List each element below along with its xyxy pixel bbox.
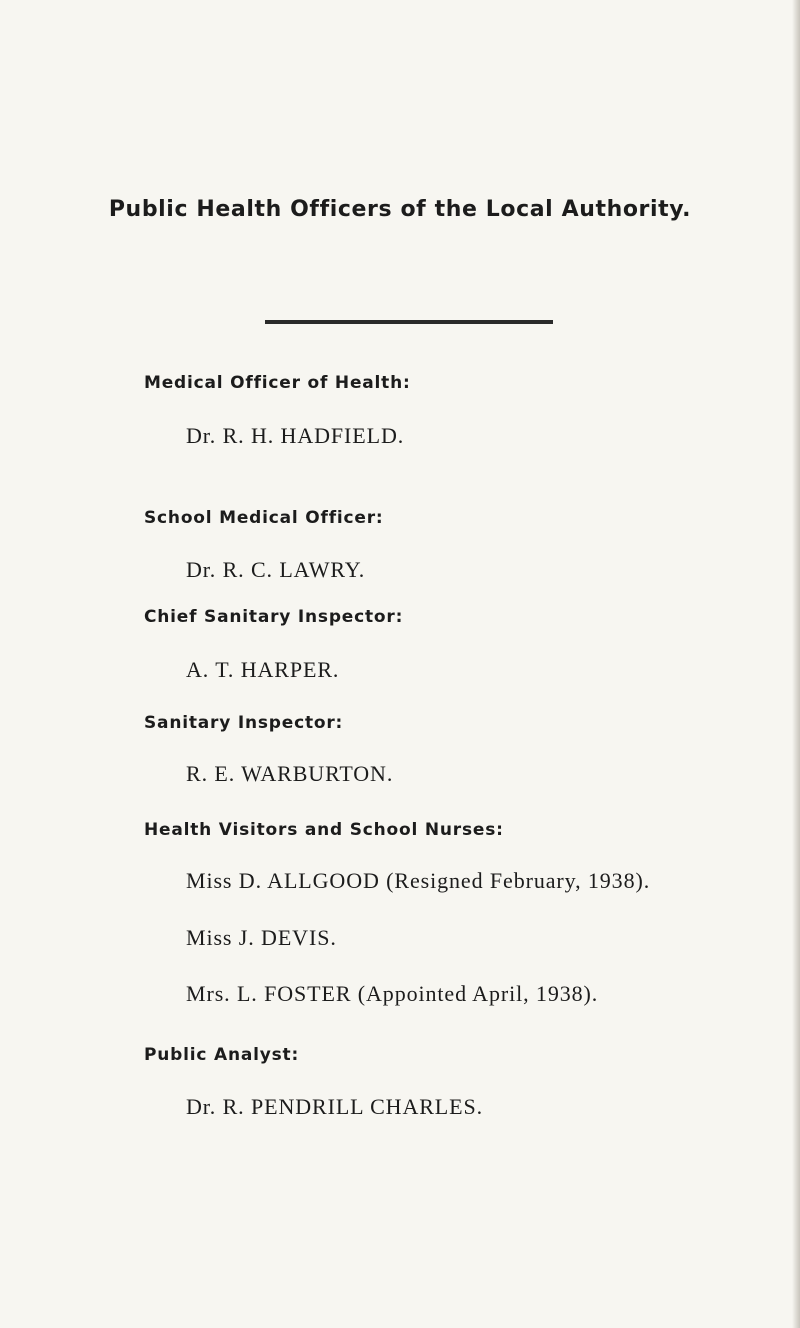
title-divider bbox=[265, 320, 553, 324]
heading-sanitary-inspector: Sanitary Inspector: bbox=[144, 713, 344, 733]
name-health-visitor: Mrs. L. FOSTER (Appointed April, 1938). bbox=[186, 981, 599, 1006]
name-medical-officer: Dr. R. H. HADFIELD. bbox=[186, 423, 405, 448]
name-chief-sanitary-inspector: A. T. HARPER. bbox=[186, 657, 340, 682]
heading-school-medical-officer: School Medical Officer: bbox=[144, 508, 384, 528]
name-public-analyst: Dr. R. PENDRILL CHARLES. bbox=[186, 1094, 484, 1119]
name-school-medical-officer: Dr. R. C. LAWRY. bbox=[186, 557, 366, 582]
name-sanitary-inspector: R. E. WARBURTON. bbox=[186, 761, 394, 786]
page-title: Public Health Officers of the Local Authority. bbox=[108, 197, 692, 222]
name-health-visitor: Miss D. ALLGOOD (Resigned February, 1938). bbox=[186, 868, 651, 893]
heading-public-analyst: Public Analyst: bbox=[144, 1045, 300, 1065]
heading-health-visitors: Health Visitors and School Nurses: bbox=[144, 820, 504, 840]
page-edge-shadow bbox=[792, 0, 800, 1328]
heading-medical-officer: Medical Officer of Health: bbox=[144, 373, 411, 393]
heading-chief-sanitary-inspector: Chief Sanitary Inspector: bbox=[144, 607, 404, 627]
name-health-visitor: Miss J. DEVIS. bbox=[186, 925, 337, 950]
